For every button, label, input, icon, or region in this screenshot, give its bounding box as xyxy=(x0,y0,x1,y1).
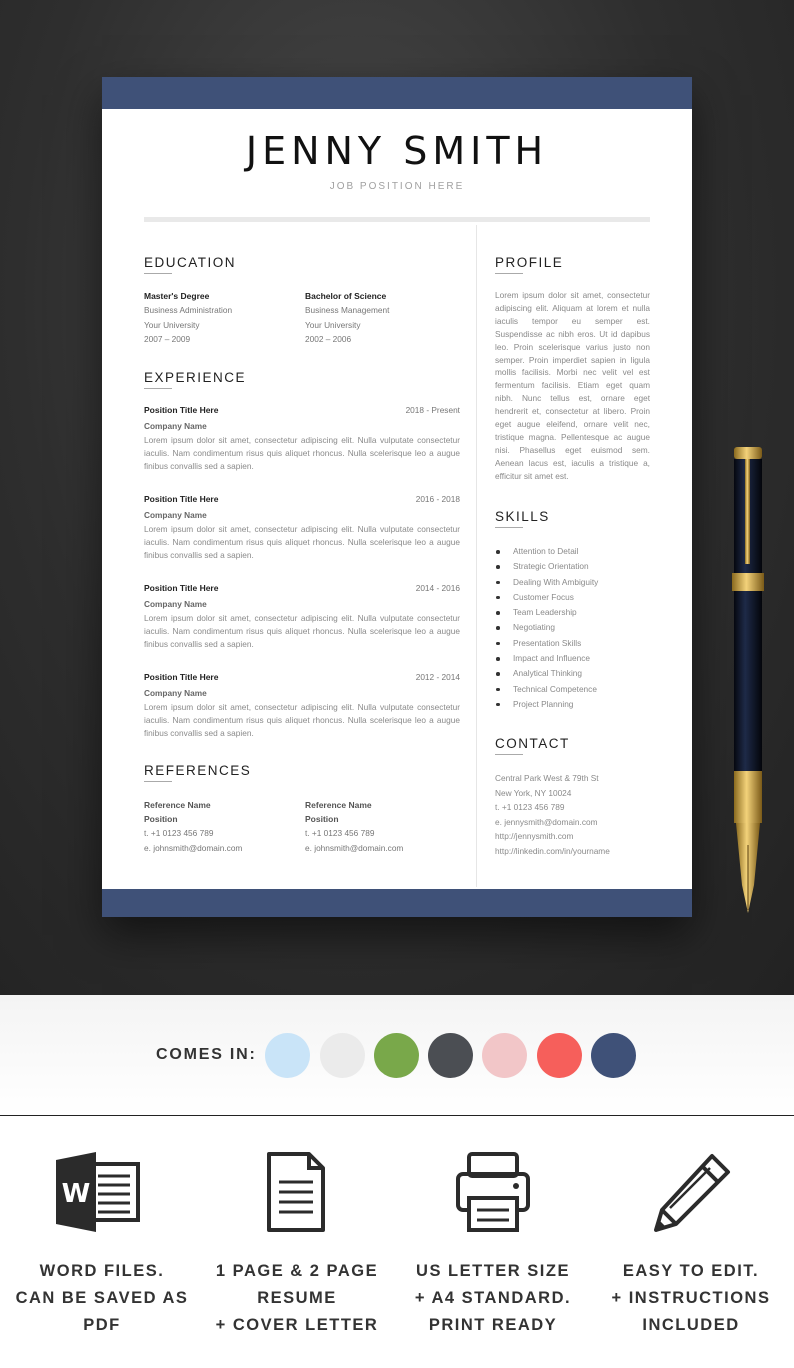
position-title: Position Title Here xyxy=(144,405,219,415)
company-name: Company Name xyxy=(144,599,207,609)
skill-label: Technical Competence xyxy=(513,683,597,694)
skill-item xyxy=(495,544,655,559)
feature-line: 1 PAGE & 2 PAGE xyxy=(215,1262,379,1280)
position-title: Position Title Here xyxy=(144,494,219,504)
reference-phone: t. +1 0123 456 789 xyxy=(144,828,214,839)
resume-sheet xyxy=(102,77,692,917)
reference-phone: t. +1 0123 456 789 xyxy=(305,828,375,839)
contact-email: e. jennysmith@domain.com xyxy=(495,816,598,827)
position-description: Lorem ipsum dolor sit amet, consectetur adipiscing elit. Nulla vulputate consectetur iaculis. Nam condimentum risus quis aliquet rhoncus. Nulla scelerisque leo a augue finibus convallis sed a sapien. xyxy=(144,613,460,649)
position-description: Lorem ipsum dolor sit amet, consectetur adipiscing elit. Nulla vulputate consectetur iaculis. Nam condimentum risus quis aliquet rhoncus. Nulla scelerisque leo a augue finibus convallis sed a sapien. xyxy=(144,702,460,738)
company-name: Company Name xyxy=(144,510,207,520)
reference-name: Reference Name xyxy=(305,800,372,810)
section-underline xyxy=(144,273,172,274)
skill-label: Strategic Orientation xyxy=(513,561,589,572)
position-description: Lorem ipsum dolor sit amet, consectetur adipiscing elit. Nulla vulputate consectetur iaculis. Nam condimentum risus quis aliquet rhoncus. Nulla scelerisque leo a augue finibus convallis sed a sapien. xyxy=(144,435,460,471)
reference-position: Position xyxy=(144,814,178,825)
reference-email: e. johnsmith@domain.com xyxy=(144,842,243,853)
job-position: JOB POSITION HERE xyxy=(329,181,465,192)
skill-label: Project Planning xyxy=(513,698,574,709)
document-icon xyxy=(265,1150,327,1234)
experience-title: EXPERIENCE xyxy=(144,370,247,385)
skill-item xyxy=(495,697,655,712)
skill-label: Impact and Influence xyxy=(513,653,591,664)
school: Your University xyxy=(305,319,361,330)
bottom-accent-band xyxy=(102,889,692,917)
position-title: Position Title Here xyxy=(144,672,219,682)
feature-line: CAN BE SAVED AS xyxy=(15,1289,189,1307)
skill-item xyxy=(495,590,655,605)
contact-linkedin: http://linkedin.com/in/yourname xyxy=(495,845,610,856)
contact-website: http://jennysmith.com xyxy=(495,831,574,841)
header-divider xyxy=(144,217,650,222)
section-divider xyxy=(0,1115,794,1116)
reference-email: e. johnsmith@domain.com xyxy=(305,842,404,853)
word-file-icon xyxy=(54,1150,140,1234)
contact-city: New York, NY 10024 xyxy=(495,787,572,798)
color-swatch-pink[interactable] xyxy=(482,1033,527,1078)
skill-item xyxy=(495,682,655,697)
skill-item xyxy=(495,620,655,635)
contact-block xyxy=(495,771,655,858)
svg-text:W: W xyxy=(61,1179,91,1209)
section-underline xyxy=(495,527,523,528)
profile-text: Lorem ipsum dolor sit amet, consectetur adipiscing elit. Aliquam at lorem et nulla iaculis tempor eu semper est. Suspendisse ac nibh eros. Ut id dapibus leo. Proin scelerisque varius justo non semper. Proin imperdiet sapien in ligula mollis facilisis. Morbi nec velit vel est fermentum facilisis. Etiam eget quam nibh. Nunc tellus est, ornare eget hendrerit et, consectetur at libero. Proin eget augue eleifend, ornare velit nec, tristique magna. Pellentesque ac augue nisi. Phasellus eget euismod sem. Aenean lacus est, iaculis a tristique a, efficitur sit amet est. xyxy=(495,290,650,481)
position-dates: 2016 - 2018 xyxy=(415,494,460,504)
fountain-pen-icon xyxy=(722,445,774,915)
feature-paper-size xyxy=(393,1258,593,1339)
field: Business Administration xyxy=(144,305,233,316)
references-title: REFERENCES xyxy=(144,763,252,778)
skill-label: Presentation Skills xyxy=(513,637,582,648)
feature-line: INCLUDED xyxy=(642,1316,740,1334)
feature-line: + INSTRUCTIONS xyxy=(611,1289,771,1307)
color-swatch-navy[interactable] xyxy=(591,1033,636,1078)
feature-line: EASY TO EDIT. xyxy=(622,1262,760,1280)
feature-page-count xyxy=(197,1258,397,1339)
contact-address: Central Park West & 79th St xyxy=(495,773,599,783)
printer-icon xyxy=(455,1150,531,1234)
skill-label: Team Leadership xyxy=(513,607,577,618)
experience-item xyxy=(144,405,460,473)
degree: Bachelor of Science xyxy=(305,291,387,301)
education-item xyxy=(305,289,455,347)
position-title: Position Title Here xyxy=(144,583,219,593)
experience-item xyxy=(144,494,460,562)
years: 2002 – 2006 xyxy=(305,334,352,345)
contact-title: CONTACT xyxy=(495,736,570,751)
skill-item xyxy=(495,559,655,574)
skill-label: Attention to Detail xyxy=(513,546,579,556)
skills-title: SKILLS xyxy=(495,509,550,524)
column-divider xyxy=(476,225,477,887)
feature-line: US LETTER SIZE xyxy=(416,1262,570,1280)
experience-item xyxy=(144,672,460,740)
section-underline xyxy=(495,273,523,274)
skill-label: Negotiating xyxy=(513,622,555,633)
skill-label: Analytical Thinking xyxy=(513,668,583,679)
top-accent-band xyxy=(102,77,692,109)
color-swatch-charcoal[interactable] xyxy=(428,1033,473,1078)
feature-line: + A4 STANDARD. xyxy=(414,1289,572,1307)
skill-item xyxy=(495,666,655,681)
feature-easy-edit xyxy=(591,1258,791,1339)
position-dates: 2012 - 2014 xyxy=(415,672,460,682)
feature-word-files xyxy=(2,1258,202,1339)
feature-line: RESUME xyxy=(257,1289,337,1307)
reference-item xyxy=(305,798,465,855)
feature-line: PDF xyxy=(83,1316,121,1334)
skill-item xyxy=(495,651,655,666)
feature-line: + COVER LETTER xyxy=(215,1316,379,1334)
reference-position: Position xyxy=(305,814,339,825)
skills-list xyxy=(495,544,655,712)
section-underline xyxy=(495,754,523,755)
school: Your University xyxy=(144,319,200,330)
position-dates: 2018 - Present xyxy=(405,405,460,415)
color-swatch-light-blue[interactable] xyxy=(265,1033,310,1078)
position-dates: 2014 - 2016 xyxy=(415,583,460,593)
skill-item xyxy=(495,636,655,651)
position-description: Lorem ipsum dolor sit amet, consectetur adipiscing elit. Nulla vulputate consectetur iaculis. Nam condimentum risus quis aliquet rhoncus. Nulla scelerisque leo a augue finibus convallis sed a sapien. xyxy=(144,524,460,560)
color-swatch-coral[interactable] xyxy=(537,1033,582,1078)
company-name: Company Name xyxy=(144,421,207,431)
skill-label: Customer Focus xyxy=(513,591,574,602)
profile-title: PROFILE xyxy=(495,255,564,270)
section-underline xyxy=(144,781,172,782)
years: 2007 – 2009 xyxy=(144,334,191,345)
feature-line: WORD FILES. xyxy=(39,1262,165,1280)
field: Business Management xyxy=(305,305,390,316)
pencil-icon xyxy=(650,1150,734,1234)
reference-name: Reference Name xyxy=(144,800,211,810)
company-name: Company Name xyxy=(144,688,207,698)
skill-item xyxy=(495,605,655,620)
skill-label: Dealing With Ambiguity xyxy=(513,576,599,587)
color-swatch-light-gray[interactable] xyxy=(320,1033,365,1078)
reference-item xyxy=(144,798,304,855)
color-swatch-green[interactable] xyxy=(374,1033,419,1078)
contact-phone: t. +1 0123 456 789 xyxy=(495,802,565,812)
education-title: EDUCATION xyxy=(144,255,237,270)
skill-item xyxy=(495,575,655,590)
comes-in-label: COMES IN: xyxy=(156,1046,257,1063)
feature-line: PRINT READY xyxy=(428,1316,558,1334)
experience-item xyxy=(144,583,460,651)
degree: Master's Degree xyxy=(144,291,210,301)
resume-name: JENNY SMITH xyxy=(245,129,549,173)
education-item xyxy=(144,289,294,347)
section-underline xyxy=(144,388,172,389)
